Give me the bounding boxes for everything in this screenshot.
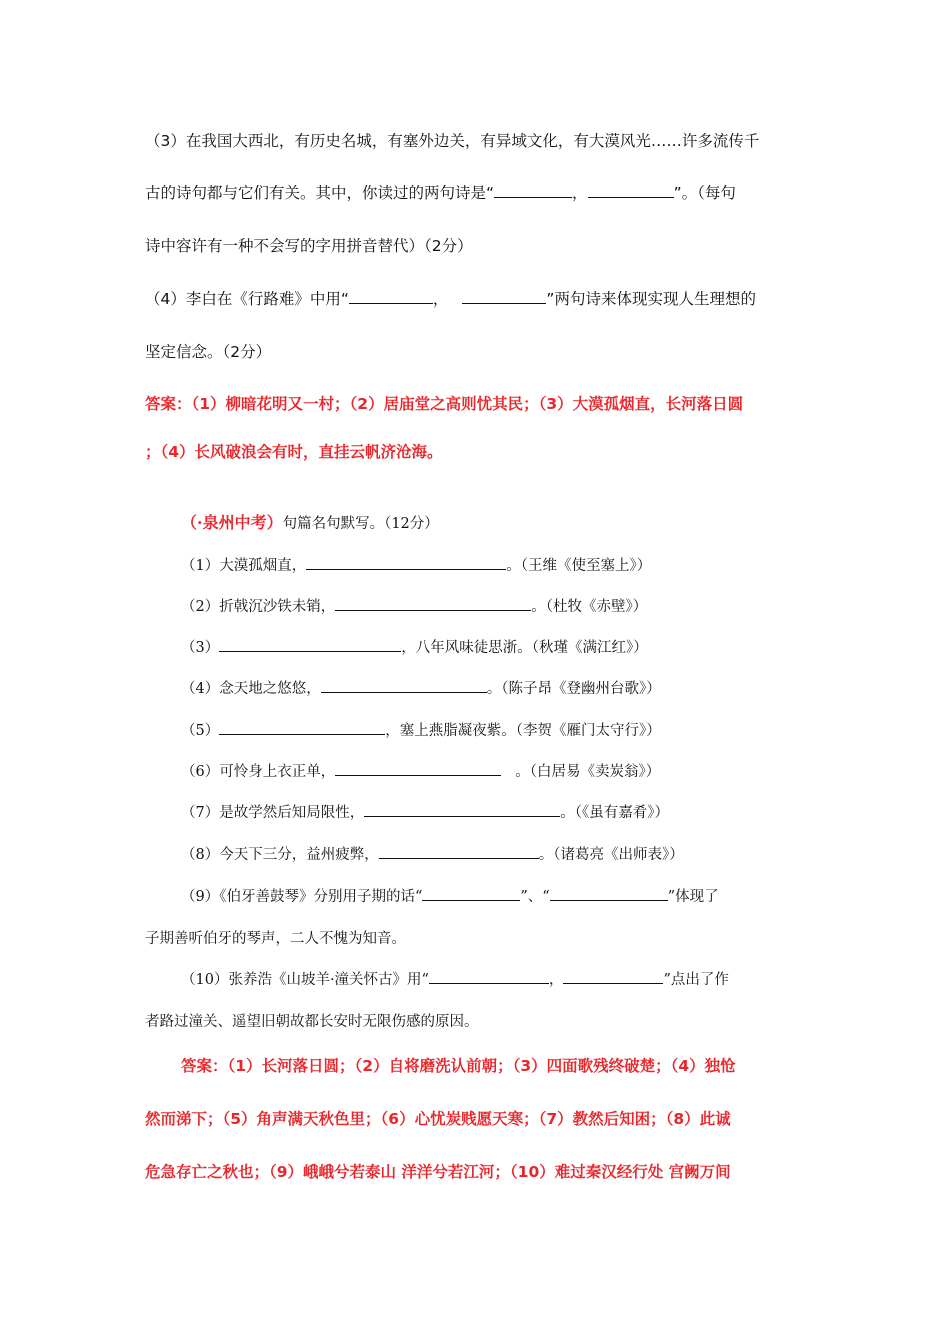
question-3-line-2 [145,181,736,203]
answer-blank[interactable] [364,802,560,817]
item-3 [181,636,648,657]
answer-blank[interactable] [494,183,572,198]
text: ，八年风味徒思浙。（秋瑾《满江红》） [401,640,648,656]
text: 古的诗句都与它们有关。其中，你读过的两句诗是“ [145,184,495,202]
answer2-line-2: 然而涕下；（5）角声满天秋色里；（6）心忧炭贱愿天寒；（7）教然后知困；（8）此诚 [145,1110,731,1128]
text: （2）折戟沉沙铁未销， [181,599,336,615]
answer-blank[interactable] [422,886,520,901]
answer-blank[interactable] [462,289,546,304]
answer-blank[interactable] [563,969,663,984]
text: （1）大漠孤烟直， [181,558,307,574]
text: 。（杜牧《赤壁》） [531,599,648,615]
item-4 [181,677,661,698]
answer-blank[interactable] [306,555,506,570]
text: （4）念天地之悠悠， [181,681,321,697]
item-10-line-2: 者路过潼关、遥望旧朝故都长安时无限伤感的原因。 [145,1014,479,1030]
answer-blank[interactable] [379,844,539,859]
text: ”。（每句 [673,184,736,202]
text: 。（王维《使至塞上》） [506,558,652,574]
item-5 [181,719,661,740]
section-title: 句篇名句默写。（12分） [282,516,439,532]
text: （9）《伯牙善鼓琴》分别用子期的话“ [181,889,423,905]
question-4-line-2: 坚定信念。（2分） [145,343,272,361]
answer-blank[interactable] [321,678,487,693]
answer-blank[interactable] [335,596,531,611]
text: ”点出了作 [663,972,729,988]
text: 。（白居易《卖炭翁》） [515,764,661,780]
text: （3） [181,640,220,656]
answer-blank[interactable] [349,289,433,304]
item-9-line-2: 子期善听伯牙的琴声，二人不愧为知音。 [145,931,406,947]
item-7 [181,801,669,822]
text: 。（诸葛亮《出师表》） [538,847,684,863]
answer-line-1: 答案：（1）柳暗花明又一村；（2）居庙堂之高则忧其民；（3）大漠孤烟直，长河落日圆 [145,395,744,413]
item-1 [181,554,651,575]
answer2-line-1: 答案：（1）长河落日圆；（2）自将磨洗认前朝；（3）四面歌残终破楚；（4）独怆 [181,1057,736,1075]
answer-line-2: ；（4）长风破浪会有时，直挂云帆济沧海。 [145,443,443,461]
text: ”、“ [520,889,550,905]
text: 。（《虽有嘉肴》） [560,805,669,821]
text: （10）张养浩《山坡羊·潼关怀古》用“ [181,972,429,988]
text: ， [572,184,588,202]
answer-blank[interactable] [588,183,674,198]
text: （4）李白在《行路难》中用“ [145,290,349,308]
text: ，塞上燕脂凝夜紫。（李贺《雁门太守行》） [385,723,661,739]
answer-blank[interactable] [429,969,549,984]
text: （8）今天下三分，益州疲弊， [181,847,379,863]
question-4-line-1 [145,287,756,309]
answer-blank[interactable] [335,761,501,776]
text: （7）是故学然后知局限性， [181,805,365,821]
text: ， [432,290,449,308]
text: ”体现了 [667,889,719,905]
question-3-line-3: 诗中容许有一种不会写的字用拼音替代）（2分） [145,237,473,255]
item-6 [181,760,660,781]
answer-blank[interactable] [219,637,401,652]
text: 。（陈子昂《登幽州台歌》） [486,681,661,697]
question-3-line-1: （3）在我国大西北，有历史名城，有塞外边关，有异域文化，有大漠风光……许多流传千 [145,132,760,150]
item-10-line-1 [181,968,729,989]
answer-blank[interactable] [219,720,385,735]
item-8 [181,843,684,864]
item-9-line-1 [181,885,719,906]
answer2-line-3: 危急存亡之秋也；（9）峨峨兮若泰山 洋洋兮若江河；（10）难过秦汉经行处 宫阙万间 [145,1163,731,1181]
source-label: （·泉州中考） [181,513,283,532]
section-heading [181,510,439,533]
item-2 [181,595,647,616]
text: ”两句诗来体现实现人生理想的 [546,290,756,308]
text: （5） [181,723,220,739]
text: ， [548,972,564,988]
answer-blank[interactable] [550,886,668,901]
text: （6）可怜身上衣正单， [181,764,336,780]
